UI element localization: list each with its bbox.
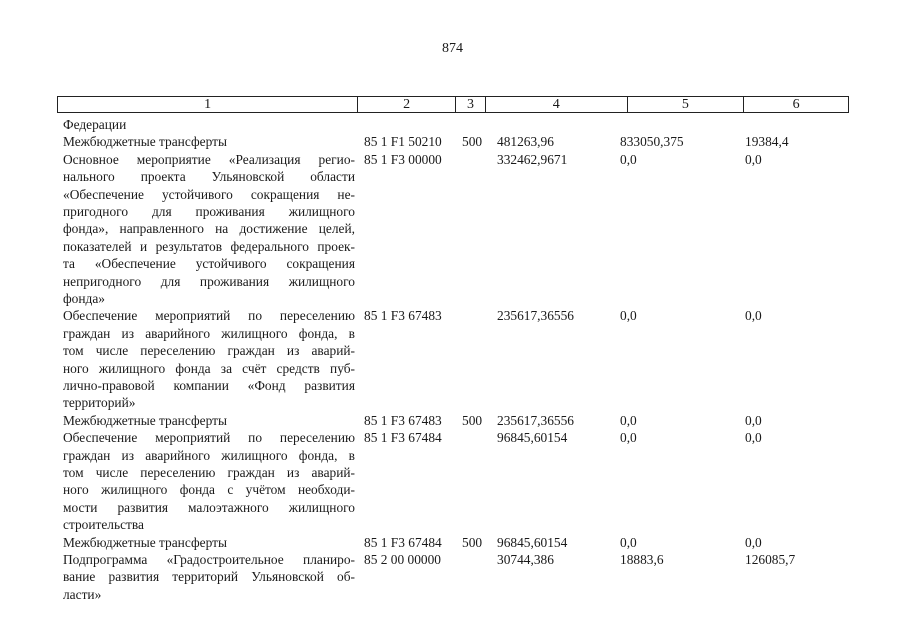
- row-name-line: Межбюджетные трансферты: [63, 134, 227, 150]
- row-name: [63, 133, 355, 150]
- row-name-line: вание развития территорий Ульяновской об-: [63, 569, 355, 585]
- row-value-6: 126085,7: [745, 552, 796, 567]
- row-name-line: строительства: [63, 517, 144, 533]
- page-number: 874: [442, 41, 463, 56]
- header-col-3: 3: [456, 97, 486, 112]
- row-name: [63, 412, 355, 429]
- row-name-line: ласти»: [63, 586, 102, 602]
- row-value-4: 481263,96: [497, 134, 554, 150]
- row-value-6: 0,0: [745, 534, 762, 550]
- row-name-line: Межбюджетные трансферты: [63, 534, 227, 550]
- row-value-5: 0,0: [620, 151, 637, 167]
- row-code: 85 1 F3 67483: [364, 308, 442, 324]
- row-code: 85 1 F3 00000: [364, 151, 442, 167]
- row-name-line: Основное мероприятие «Реализация регио-: [63, 151, 355, 167]
- row-name-line: фонда», направленного на достижение целей,: [63, 221, 355, 237]
- row-name-line: пригодного для проживания жилищного: [63, 204, 355, 220]
- row-code: 85 1 F3 67483: [364, 412, 442, 428]
- row-value-6: 0,0: [745, 430, 762, 446]
- row-value-5: 0,0: [620, 412, 637, 428]
- row-name: [63, 551, 355, 603]
- row-name-line: мости развития малоэтажного жилищного: [63, 499, 355, 515]
- row-name: [63, 307, 355, 411]
- row-name-line: Межбюджетные трансферты: [63, 412, 227, 428]
- row-value-5: 0,0: [620, 308, 637, 324]
- row-value-4: 235617,36556: [497, 308, 574, 324]
- row-name-line: Федерации: [63, 117, 127, 132]
- row-value-4: 96845,60154: [497, 534, 568, 550]
- row-code: 85 1 F3 67484: [364, 430, 442, 446]
- header-col-5: 5: [628, 97, 745, 112]
- row-value-4: 96845,60154: [497, 430, 568, 446]
- row-name-line: Обеспечение мероприятий по переселению: [63, 308, 355, 324]
- row-name: [63, 429, 355, 533]
- row-name-line: ного жилищного фонда с учётом необходи-: [63, 482, 355, 498]
- row-name-line: Подпрограмма «Градостроительное планиро-: [63, 552, 355, 567]
- row-expense-type: 500: [462, 134, 483, 150]
- row-name-line: показателей и результатов федерального проек-: [63, 238, 355, 254]
- row-expense-type: 500: [462, 412, 483, 428]
- row-value-4: 235617,36556: [497, 412, 574, 428]
- row-value-6: 0,0: [745, 151, 762, 167]
- row-name-line: ного жилищного фонда за счёт средств пуб-: [63, 360, 355, 376]
- row-name-line: лично-правовой компании «Фонд развития: [63, 378, 355, 394]
- row-name: [63, 534, 355, 551]
- table-header: [57, 96, 849, 113]
- header-col-6: 6: [792, 97, 800, 112]
- row-name-line: том числе переселению граждан из аварий-: [63, 465, 355, 480]
- row-value-4: 30744,386: [497, 552, 554, 567]
- row-name-line: том числе переселению граждан из аварий-: [63, 343, 355, 359]
- header-col-2: 2: [358, 97, 456, 112]
- row-name-line: нального проекта Ульяновской области: [63, 169, 355, 185]
- row-value-5: 833050,375: [620, 134, 684, 150]
- row-name-line: граждан из аварийного жилищного фонда, в: [63, 447, 355, 463]
- row-name-line: фонда»: [63, 291, 105, 307]
- row-value-4: 332462,9671: [497, 151, 568, 167]
- header-col-1: 1: [58, 97, 358, 112]
- row-name-line: Обеспечение мероприятий по переселению: [63, 430, 355, 446]
- header-col-4: 4: [486, 97, 628, 112]
- row-name-line: та «Обеспечение устойчивого сокращения: [63, 256, 355, 272]
- row-value-5: 0,0: [620, 430, 637, 446]
- row-value-6: 0,0: [745, 412, 762, 428]
- row-code: 85 1 F1 50210: [364, 134, 442, 150]
- row-code: 85 2 00 00000: [364, 552, 441, 567]
- row-value-5: 18883,6: [620, 552, 664, 567]
- row-value-6: 19384,4: [745, 134, 789, 150]
- row-value-5: 0,0: [620, 534, 637, 550]
- row-code: 85 1 F3 67484: [364, 534, 442, 550]
- row-name-line: территорий»: [63, 395, 136, 411]
- row-name-line: непригодного для проживания жилищного: [63, 273, 355, 289]
- row-name: [63, 116, 355, 133]
- row-expense-type: 500: [462, 534, 483, 550]
- row-value-6: 0,0: [745, 308, 762, 324]
- row-name-line: граждан из аварийного жилищного фонда, в: [63, 325, 355, 341]
- row-name-line: «Обеспечение устойчивого сокращения не-: [63, 186, 355, 202]
- row-name: [63, 151, 355, 308]
